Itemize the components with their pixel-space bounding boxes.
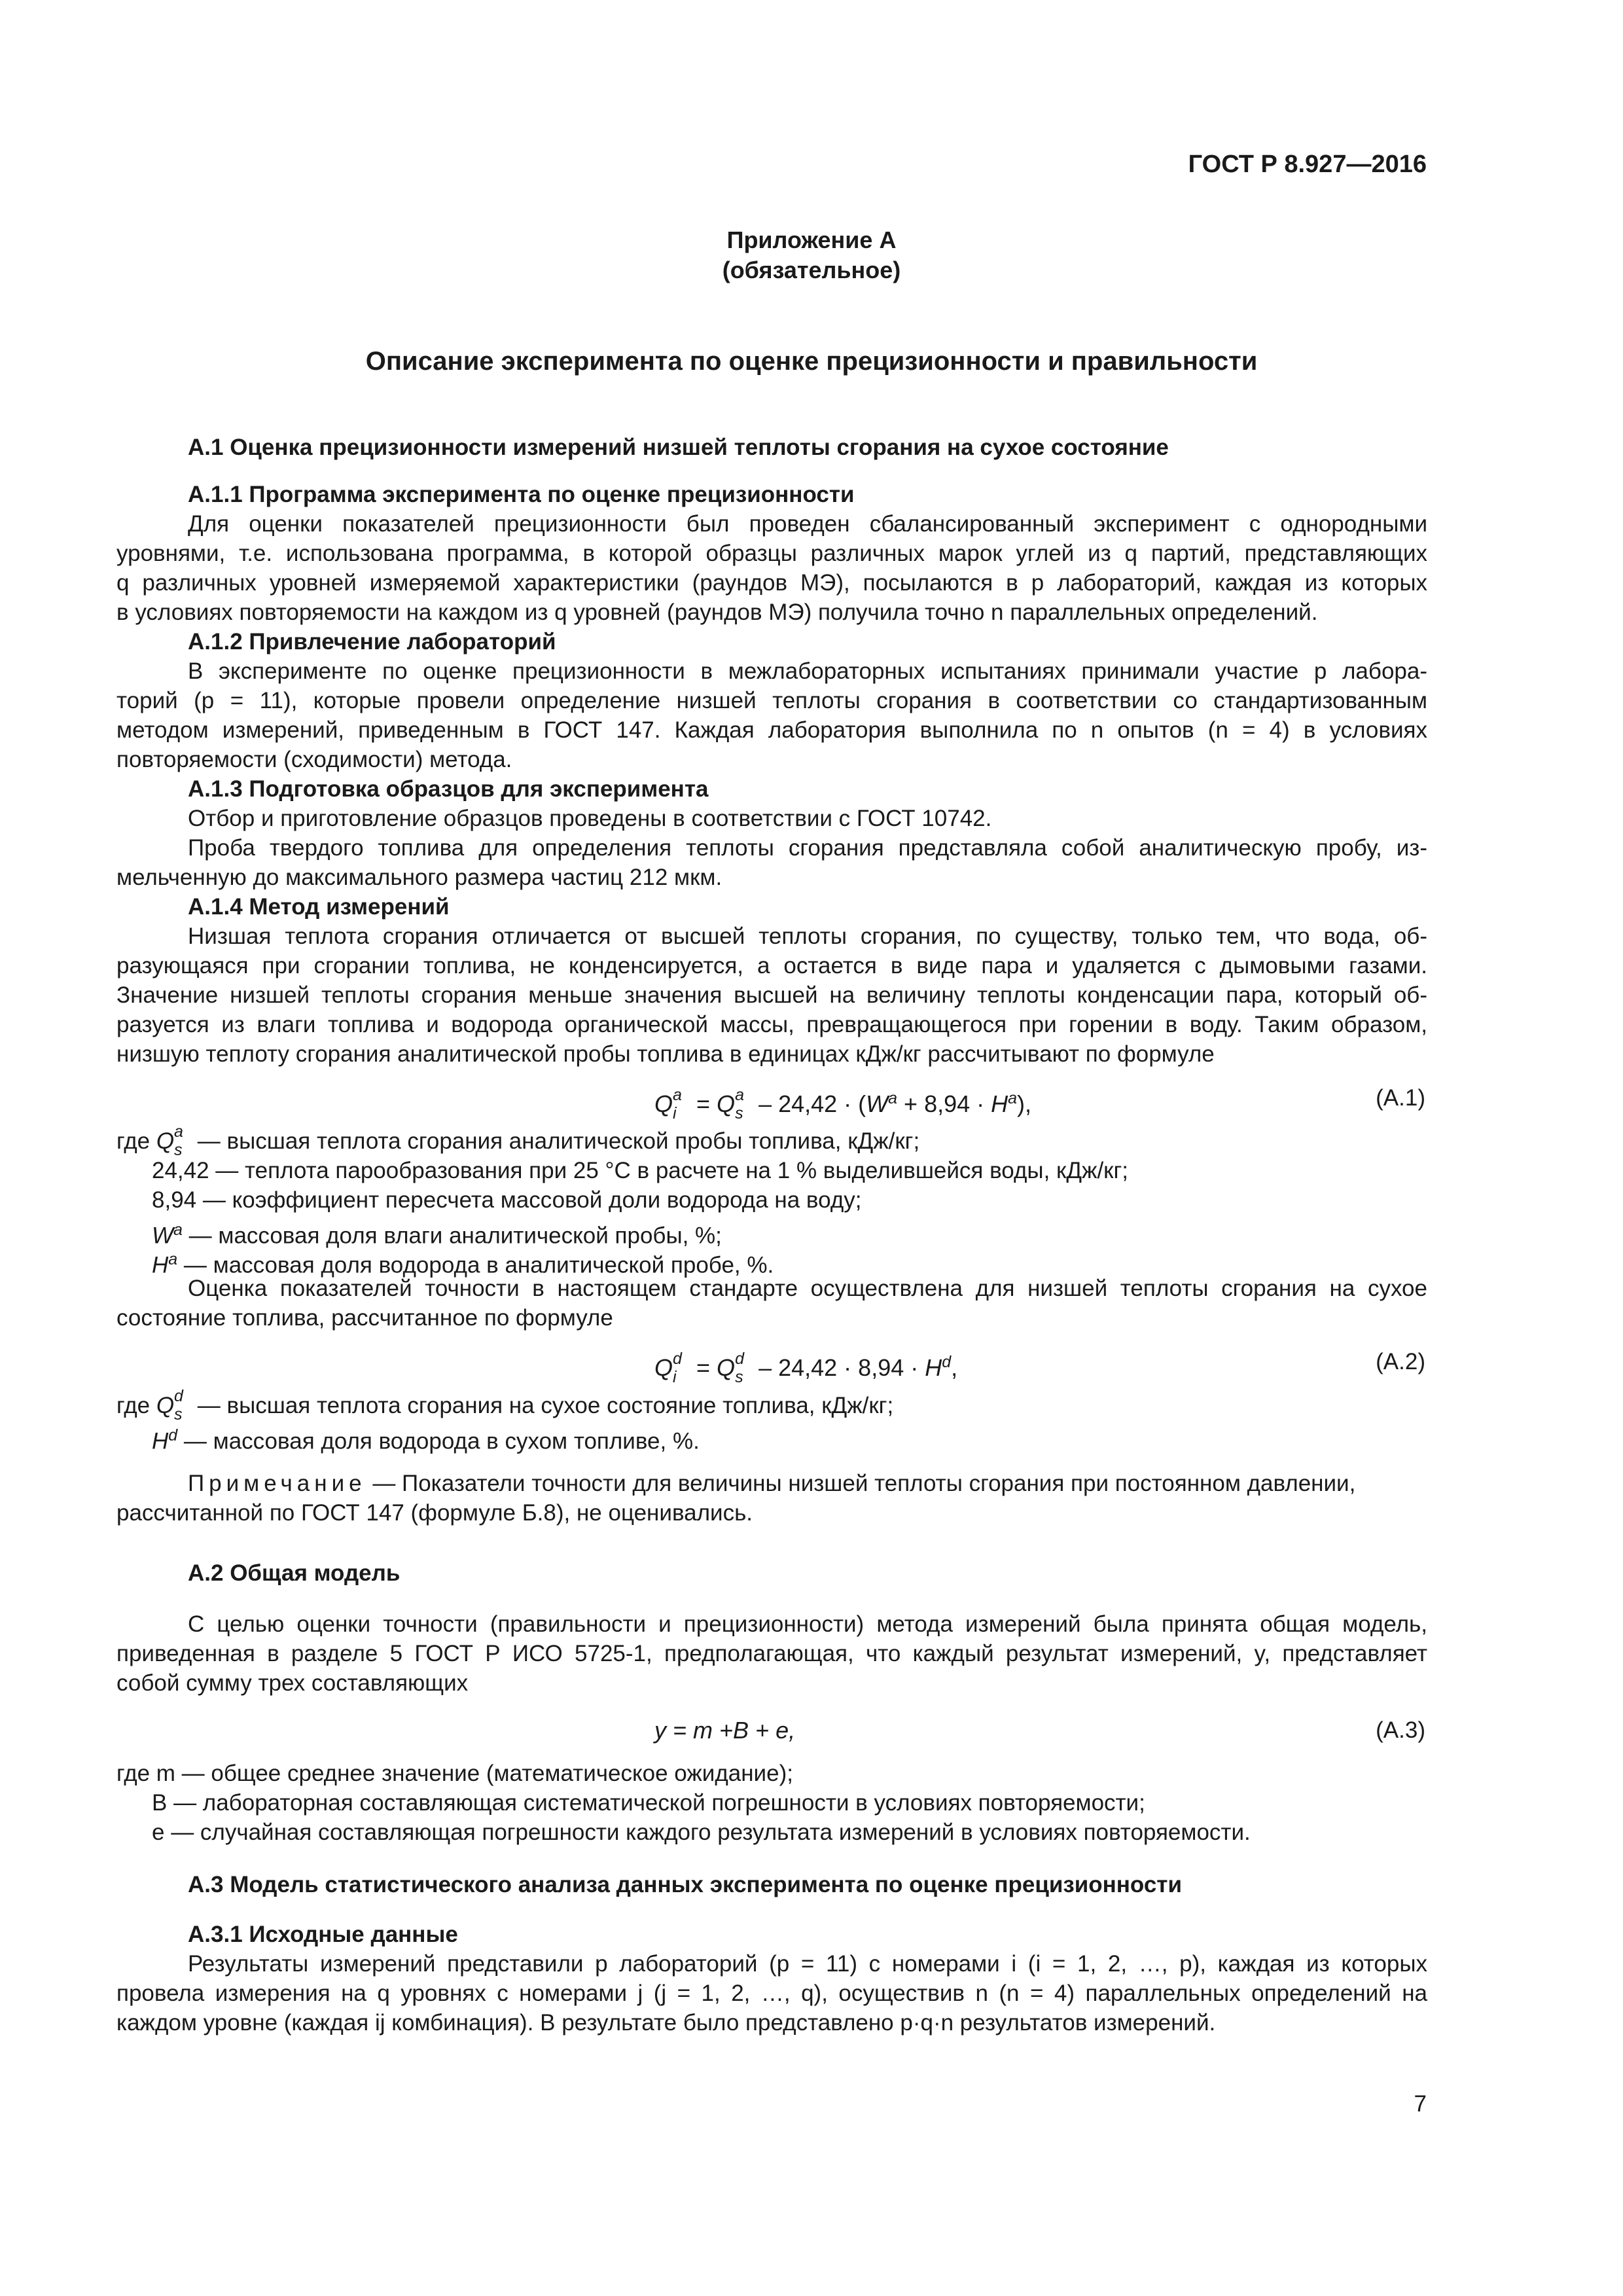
appendix-title: Приложение А [726, 226, 897, 253]
paragraph-line: низшую теплоту сгорания аналитической пробы топлива в единицах кДж/кг рассчитывают по формуле [116, 1041, 1215, 1067]
note-label: Примечание [188, 1471, 366, 1496]
paragraph-line: методом измерений, приведенным в ГОСТ 147. Каждая лаборатория выполнила по n опытов (n = 4) в условиях [116, 717, 1427, 743]
where-line: 8,94 — коэффициент пересчета массовой доли водорода на воду; [152, 1187, 862, 1213]
paragraph-line: состояние топлива, рассчитанное по формуле [116, 1305, 613, 1331]
paragraph-line: Оценка показателей точности в настоящем стандарте осуществлена для низшей теплоты сгорания на сухое [188, 1276, 1427, 1301]
section-a12-heading: А.1.2 Привлечение лабораторий [188, 629, 556, 655]
paragraph-line: Значение низшей теплоты сгорания меньше значения высшей на величину теплоты конденсации пара, который об- [116, 982, 1427, 1008]
where-line: где Q d s — высшая теплота сгорания на сухое состояние топлива, кДж/кг; [116, 1387, 894, 1424]
paragraph-line: в условиях повторяемости на каждом из q уровней (раундов МЭ) получила точно n параллельных определений. [116, 600, 1318, 625]
paragraph-line: Отбор и приготовление образцов проведены в соответствии с ГОСТ 10742. [188, 806, 992, 831]
where-line: $H^a$ — массовая доля водорода в аналитической пробе, %. [152, 1250, 774, 1278]
section-a2-heading: А.2 Общая модель [188, 1560, 401, 1586]
formula-a2: Q d i = Q d s – $24,42 \cdot 8,94 \cdot H^d$, [654, 1350, 958, 1386]
paragraph-line: С целью оценки точности (правильности и прецизионности) метода измерений была принята общая модель, [188, 1611, 1427, 1637]
paragraph-line: мельченную до максимального размера частиц 212 мкм. [116, 865, 722, 890]
where-line: e — случайная составляющая погрешности каждого результата измерений в условиях повторяемости. [152, 1820, 1251, 1845]
paragraph-line: торий (p = 11), которые провели определение низшей теплоты сгорания в соответствии со стандартизованным [116, 688, 1427, 713]
paragraph-line: приведенная в разделе 5 ГОСТ Р ИСО 5725-1, предполагающая, что каждый результат измерений, y, представляет [116, 1641, 1427, 1666]
paragraph-line: Низшая теплота сгорания отличается от высшей теплоты сгорания, по существу, только тем, что вода, об- [188, 924, 1427, 949]
paragraph-line: собой сумму трех составляющих [116, 1670, 469, 1696]
paragraph-line: Проба твердого топлива для определения теплоты сгорания представляла собой аналитическую пробу, из- [188, 835, 1427, 861]
appendix-status: (обязательное) [722, 257, 901, 283]
paragraph-line: разующаяся при сгорании топлива, не конденсируется, а остается в виде пара и удаляется с дымовыми газами. [116, 953, 1427, 978]
where-line: B — лабораторная составляющая систематической погрешности в условиях повторяемости; [152, 1790, 1145, 1816]
formula-a1-number: (А.1) [1376, 1085, 1425, 1111]
section-a13-heading: А.1.3 Подготовка образцов для эксперимента [188, 776, 709, 802]
section-a11-heading: А.1.1 Программа эксперимента по оценке прецизионности [188, 482, 855, 507]
paragraph-line: В эксперименте по оценке прецизионности в межлабораторных испытаниях принимали участие p лабора- [188, 658, 1427, 684]
document-code: ГОСТ Р 8.927—2016 [1188, 151, 1427, 178]
paragraph-line: Для оценки показателей прецизионности был проведен сбалансированный эксперимент с однородными [188, 511, 1427, 537]
note-line: рассчитанной по ГОСТ 147 (формуле Б.8), не оценивались. [116, 1500, 753, 1526]
paragraph-line: Результаты измерений представили p лабораторий (p = 11) с номерами i (i = 1, 2, …, p), каждая из которых [188, 1951, 1427, 1977]
formula-a3-number: (А.3) [1376, 1717, 1425, 1743]
where-line: $H^d$ — массовая доля водорода в сухом топливе, %. [152, 1426, 700, 1454]
section-a14-heading: А.1.4 Метод измерений [188, 894, 450, 920]
page-number: 7 [1414, 2091, 1427, 2117]
formula-a3: y = m +B + e, [654, 1717, 796, 1744]
section-a1-heading: А.1 Оценка прецизионности измерений низшей теплоты сгорания на сухое состояние [188, 435, 1169, 460]
paragraph-line: провела измерения на q уровнях с номерами j (j = 1, 2, …, q), осуществив n (n = 4) параллельных определений на [116, 1981, 1427, 2006]
paragraph-line: каждом уровне (каждая ij комбинация). В результате было представлено p·q·n результатов измерений. [116, 2010, 1216, 2036]
paragraph-line: повторяемости (сходимости) метода. [116, 747, 512, 772]
paragraph-line: разуется из влаги топлива и водорода органической массы, превращающегося при горении в воду. Таким образом, [116, 1012, 1427, 1037]
paragraph-line: уровнями, т.е. использована программа, в которой образцы различных марок углей из q партий, представляющих [116, 541, 1427, 566]
where-line: 24,42 — теплота парообразования при 25 °С в расчете на 1 % выделившейся воды, кДж/кг; [152, 1158, 1128, 1183]
paragraph-line: q различных уровней измеряемой характеристики (раундов МЭ), посылаются в p лабораторий, каждая из которых [116, 570, 1427, 596]
formula-a2-number: (А.2) [1376, 1349, 1425, 1374]
formula-a1: Q a i = Q a s – $24,42 \cdot (W^a + 8,94 \cdot H^a)$, [654, 1086, 1032, 1122]
section-a3-heading: А.3 Модель статистического анализа данных эксперимента по оценке прецизионности [188, 1872, 1182, 1897]
note-line: Примечание — Показатели точности для величины низшей теплоты сгорания при постоянном давлении, [188, 1471, 1356, 1496]
where-line: где Q a s — высшая теплота сгорания аналитической пробы топлива, кДж/кг; [116, 1122, 920, 1159]
where-line: $W^a$ — массовая доля влаги аналитической пробы, %; [152, 1221, 722, 1249]
main-title: Описание эксперимента по оценке прецизионности и правильности [365, 347, 1258, 376]
where-line: где m — общее среднее значение (математическое ожидание); [116, 1761, 793, 1786]
section-a31-heading: А.3.1 Исходные данные [188, 1922, 458, 1947]
